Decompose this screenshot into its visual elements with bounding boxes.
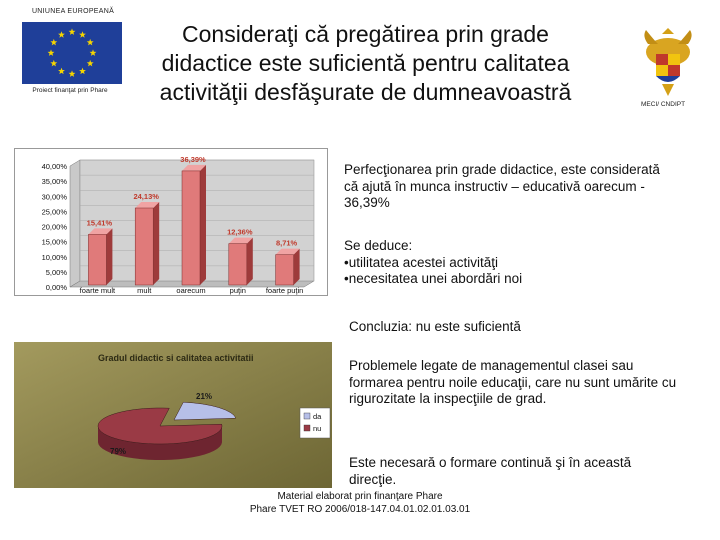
bar (276, 255, 294, 285)
legend-label: nu (313, 424, 322, 433)
pie-value-label: 21% (196, 392, 213, 401)
title-line: didactice este suficientă pentru calitatea (161, 50, 570, 76)
eu-flag-icon (22, 22, 122, 84)
bar-chart (14, 148, 328, 296)
bar-side (200, 165, 206, 285)
bar (135, 208, 153, 285)
footer (210, 490, 510, 516)
paragraph-deduction (344, 238, 674, 288)
legend-swatch (304, 413, 310, 419)
ministry-label: MECI/ CNDIPT (641, 101, 686, 108)
paragraph-recommendation: Este necesară o formare continuă şi în această direcţie. (349, 455, 632, 487)
y-tick-label: 20,00% (41, 222, 67, 232)
y-tick-label: 0,00% (45, 283, 67, 292)
bar-side (106, 228, 112, 285)
bar-side (294, 249, 300, 285)
bar-value-label: 12,36% (227, 227, 253, 237)
paragraph-problems: Problemele legate de managementul clasei sau formarea pentru noile educaţii, care nu sunt umărite cu rigurozitate la inspecţiile de grad. (349, 358, 677, 406)
bar-value-label: 36,39% (180, 154, 206, 164)
y-tick-label: 40,00% (41, 162, 67, 171)
y-tick-label: 35,00% (41, 177, 67, 187)
pie-chart-title: Gradul didactic si calitatea activitatii (98, 353, 254, 363)
pie-value-label: 79% (110, 447, 127, 456)
x-category-label: foarte puţin (265, 286, 304, 295)
footer-line: Phare TVET RO 2006/018-147.04.01.02.01.03.01 (249, 504, 471, 515)
bar-value-label: 8,71% (275, 238, 298, 248)
x-category-label: puţin (229, 286, 246, 295)
title-line: Consideraţi că pregătirea prin grade (182, 21, 549, 47)
bar (88, 234, 106, 285)
deduction-intro: Se deduce: (344, 238, 413, 253)
footer-line: Material elaborat prin finanţare Phare (277, 491, 443, 502)
bar (229, 244, 247, 285)
eu-label: UNIUNEA EUROPEANĂ (31, 8, 115, 15)
page-title (138, 20, 593, 107)
deduction-item: •necesitatea unei abordări noi (344, 271, 523, 286)
y-tick-label: 5,00% (45, 267, 67, 277)
bar-value-label: 24,13% (133, 192, 159, 202)
bar-side (247, 238, 253, 285)
chart-side-wall (70, 160, 80, 287)
bar (182, 171, 200, 285)
y-tick-label: 15,00% (41, 237, 67, 247)
x-category-label: mult (137, 286, 152, 295)
y-tick-label: 30,00% (41, 192, 67, 202)
bar-side (153, 202, 159, 285)
deduction-item: •utilitatea acestei activităţi (344, 254, 499, 270)
title-line: activităţii desfăşurate de dumneavoastră (159, 79, 572, 105)
pie-chart (14, 342, 332, 488)
pie-chart-background (14, 342, 332, 488)
coat-of-arms-icon (640, 26, 696, 98)
y-tick-label: 10,00% (41, 252, 67, 262)
paragraph-conclusion: Concluzia: nu este suficientă (349, 319, 521, 334)
y-tick-label: 25,00% (41, 207, 67, 217)
legend-swatch (304, 425, 310, 431)
x-category-label: oarecum (176, 286, 206, 295)
legend-label: da (313, 412, 322, 421)
bar-value-label: 15,41% (86, 218, 113, 228)
x-category-label: foarte mult (79, 286, 116, 295)
paragraph-main-finding: Perfecţionarea prin grade didactice, este considerată că ajută în munca instructiv – educativă oarecum - 36,39% (344, 162, 660, 210)
phare-label: Proiect finanţat prin Phare (32, 87, 108, 94)
